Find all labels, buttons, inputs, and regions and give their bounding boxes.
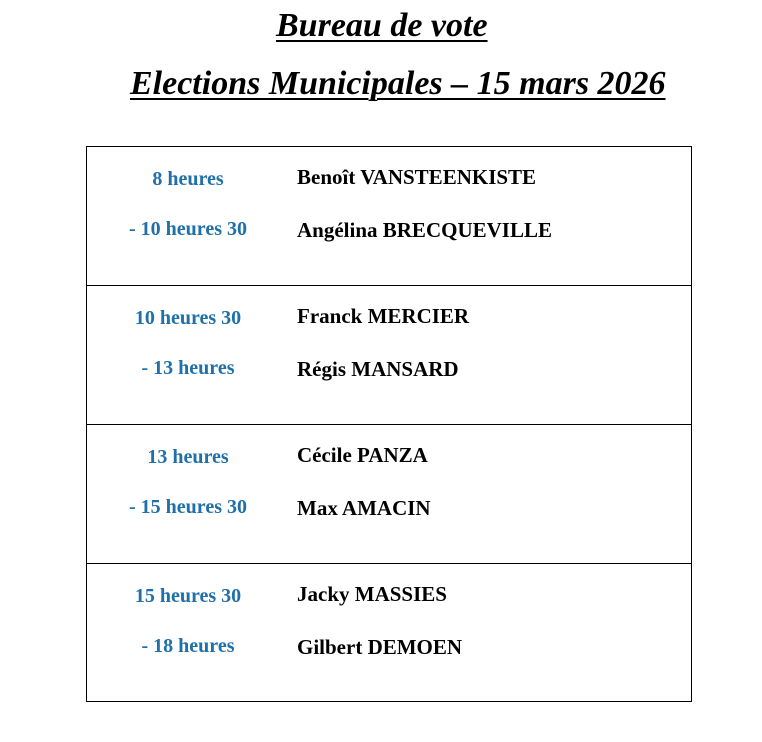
- slot-end-time: - 15 heures 30: [129, 496, 247, 518]
- time-slot-row: [87, 563, 691, 702]
- assessor-name: Franck MERCIER: [297, 304, 470, 328]
- slot-end-time: - 13 heures: [141, 357, 235, 379]
- time-slot-row: [87, 285, 691, 424]
- assessor-name: Régis MANSARD: [297, 357, 459, 381]
- page-subtitle: Elections Municipales – 15 mars 2026: [130, 65, 666, 102]
- slot-start-time: 15 heures 30: [134, 585, 242, 607]
- slot-start-time: 13 heures: [147, 446, 229, 468]
- assessor-name: Max AMACIN: [297, 496, 431, 520]
- time-slot-row: [87, 424, 691, 563]
- page-title: Bureau de vote: [276, 7, 488, 44]
- assessor-name: Jacky MASSIES: [297, 582, 447, 606]
- slot-end-time: - 18 heures: [141, 635, 235, 657]
- assessor-name: Angélina BRECQUEVILLE: [297, 218, 552, 242]
- assessor-name: Cécile PANZA: [297, 443, 428, 467]
- schedule-table: [86, 146, 692, 702]
- slot-start-time: 10 heures 30: [134, 307, 242, 329]
- assessor-name: Gilbert DEMOEN: [297, 635, 463, 659]
- assessor-name: Benoît VANSTEENKISTE: [297, 165, 537, 189]
- slot-end-time: - 10 heures 30: [129, 218, 247, 240]
- slot-start-time: 8 heures: [152, 168, 224, 190]
- time-slot-row: [87, 147, 691, 286]
